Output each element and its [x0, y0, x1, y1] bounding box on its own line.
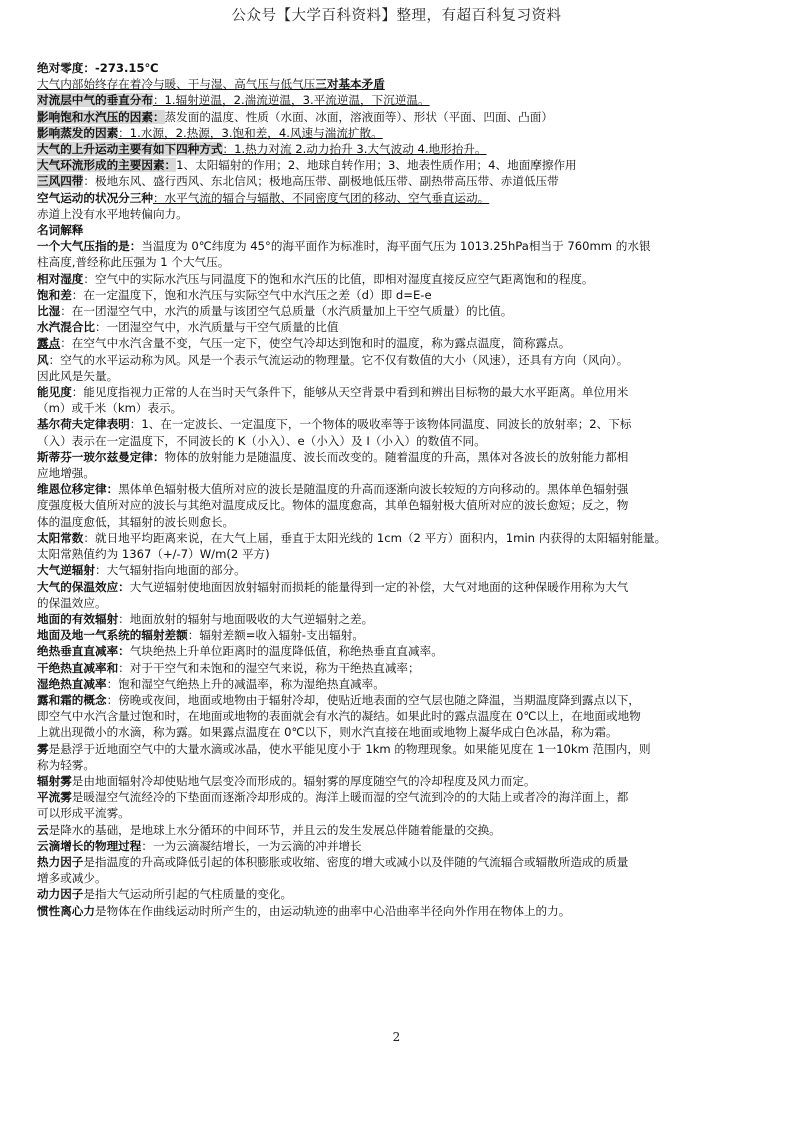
text-segment: ：辐射差额=收入辐射-支出辐射。: [187, 628, 364, 643]
text-line: [37, 514, 759, 530]
text-segment: 是由地面辐射冷却使贴地气层变冷而形成的。辐射雾的厚度随空气的冷却程度及风力而定。: [71, 773, 536, 788]
text-line: [37, 335, 759, 351]
term-label: 名词解释: [37, 223, 84, 238]
text-segment: 当温度为 0℃纬度为 45°的海平面作为标准时，海平面气压为 1013.25hPa相当于 760mm 的水银: [141, 239, 651, 254]
text-segment: 蒸发面的温度、性质（水面、冰面，溶液面等）、形状（平面、凹面、凸面）: [164, 109, 553, 124]
text-segment: ：对于干空气和未饱和的湿空气来说，称为干绝热直减率；: [118, 660, 420, 675]
text-segment: ：在空气中水汽含量不变，气压一定下，使空气冷却达到饱和时的温度，称为露点温度，简称露点。: [60, 336, 571, 351]
text-line: [37, 449, 759, 465]
term-label: 基尔荷夫定律表明: [37, 417, 130, 432]
term-label: 雾: [37, 741, 49, 756]
text-line: [37, 206, 759, 222]
text-line: [37, 660, 759, 676]
term-label: 水汽混合比: [37, 320, 95, 335]
term-label: 空气运动的状况分三种: [37, 190, 153, 205]
text-segment: 应地增强。: [37, 466, 95, 481]
text-segment: 柱高度,普经称此压强为 1 个大气压。: [37, 255, 230, 270]
text-line: [37, 157, 759, 173]
text-line: [37, 579, 759, 595]
text-line: [37, 238, 759, 254]
term-label: 太阳常数: [37, 530, 84, 545]
text-segment: ：1.热力对流 2.动力抬升 3.大气波动 4.地形抬升。: [222, 142, 487, 157]
term-label: 平流雾: [37, 790, 72, 805]
term-label: 影响饱和水汽压的因素：: [37, 109, 165, 124]
text-segment: ：空气中的实际水汽压与同温度下的饱和水汽压的比值，即相对湿度直接反应空气距离饱和的程度。: [83, 271, 594, 286]
term-label: 大气的保温效应：: [37, 579, 130, 594]
text-segment: 1、太阳辐射的作用；2、地球自转作用；3、地表性质作用；4、地面摩擦作用: [176, 158, 577, 173]
text-segment: 是悬浮于近地面空气中的大量水滴或冰晶，使水平能见度小于 1km 的物理现象。如果能见度在 1一10km 范围内，则: [48, 741, 651, 756]
text-segment: ：在一定温度下，饱和水汽压与实际空气中水汽压之差（d）即 d=E-e: [71, 287, 432, 302]
term-label: 绝对零度：-273.15℃: [37, 61, 159, 75]
text-line: [37, 822, 759, 838]
text-line: [37, 562, 759, 578]
text-line: [37, 368, 759, 384]
text-line: [37, 222, 759, 238]
text-segment: 上就出现微小的水滴，称为露。如果露点温度在 0℃以下，则水汽直接在地面或地物上凝华成白色冰晶，称为霜。: [37, 725, 618, 740]
term-label: 干绝热直减率和: [37, 660, 119, 675]
text-line: [37, 76, 759, 92]
text-line: [37, 400, 759, 416]
text-segment: ：1、在一定波长、一定温度下，一个物体的吸收率等于该物体同温度、同波长的放射率；2、下标: [129, 417, 632, 432]
text-line: [37, 254, 759, 270]
text-line: [37, 60, 759, 76]
term-label: 大气的上升运动主要有如下四种方式: [37, 142, 223, 157]
text-segment: 增多或减少。: [37, 871, 107, 886]
text-segment: ：地面放射的辐射与地面吸收的大气逆辐射之差。: [118, 611, 374, 626]
text-segment: ：极地东风、盛行西风、东北信风；极地高压带、副极地低压带、副热带高压带、赤道低压带: [83, 174, 559, 189]
term-label: 相对湿度: [37, 271, 84, 286]
text-segment: 称为轻雾。: [37, 757, 95, 772]
text-segment: 物体的放射能力是随温度、波长而改变的。随着温度的升高，黑体对各波长的放射能力都相: [164, 449, 629, 464]
text-segment: 气块绝热上升单位距离时的温度降低值，称绝热垂直直减率。: [129, 644, 443, 659]
text-segment: 太阳常熟值约为 1367（+/-7）W/m(2 平方): [37, 547, 270, 562]
term-label: 大气逆辐射: [37, 563, 95, 578]
text-segment: ：就日地平均距离来说，在大气上届，垂直于太阳光线的 1cm（2 平方）面积内，1min 内获得的太阳辐射能量。: [83, 530, 667, 545]
term-label: 比湿: [37, 304, 61, 319]
page-number: 2: [392, 1030, 401, 1044]
text-segment: 是指大气运动所引起的气柱质量的变化。: [83, 887, 293, 902]
text-line: [37, 190, 759, 206]
text-line: [37, 141, 759, 157]
text-segment: ：饱和湿空气绝热上升的减温率，称为湿绝热直减率。: [106, 676, 385, 691]
text-segment: 是暖湿空气流经冷的下垫面而逐渐冷却形成的。海洋上暖而湿的空气流到冷的的大陆上或者冷的海洋面上，都: [71, 790, 629, 805]
text-segment: ：空气的水平运动称为风。风是一个表示气流运动的物理量。它不仅有数值的大小（风速），还具有方向（风向）。: [48, 352, 629, 367]
text-line: [37, 805, 759, 821]
text-segment: ：一为云滴凝结增长，一为云滴的冲并增长: [141, 838, 362, 853]
text-line: [37, 643, 759, 659]
text-segment: 因此风是矢量。: [37, 368, 119, 383]
text-segment: 即空气中水汽含量过饱和时，在地面或地物的表面就会有水汽的凝结。如果此时的露点温度在 0℃以上，在地面或地物: [37, 709, 641, 724]
term-label: 惯性离心力: [37, 903, 95, 918]
text-segment: （入）表示在一定温度下，不同波长的 K（小入）、e（小入）及 I（小入）的数值不同。: [37, 433, 486, 448]
term-label: 大气环流形成的主要因素：: [37, 158, 177, 173]
text-segment: ：一团湿空气中，水汽质量与干空气质量的比值: [94, 320, 339, 335]
text-line: [37, 319, 759, 335]
text-line: [37, 92, 759, 108]
term-label: 云滴增长的物理过程: [37, 838, 142, 853]
text-segment: 是降水的基础，是地球上水分循环的中间环节，并且云的发生发展总伴随着能量的交换。: [48, 822, 501, 837]
page-header: 公众号【大学百科资料】整理，有超百科复习资料: [231, 8, 562, 24]
term-label: 绝热垂直直减率：: [37, 644, 130, 659]
text-segment: 度强度极大值所对应的波长与其绝对温度成反比。物体的温度愈高，其单色辐射极大值所对应的波长愈短；反之，物: [37, 498, 629, 513]
text-line: [37, 433, 759, 449]
text-line: [37, 757, 759, 773]
text-line: [37, 611, 759, 627]
text-line: [37, 838, 759, 854]
text-line: [37, 384, 759, 400]
text-line: [37, 724, 759, 740]
text-segment: ：能见度指视力正常的人在当时天气条件下，能够从天空背景中看到和辨出目标物的最大水平距离。单位用米: [71, 385, 629, 400]
text-line: [37, 886, 759, 902]
term-label: 风: [37, 352, 49, 367]
text-line: [37, 481, 759, 497]
text-segment: ：大气辐射指向地面的部分。: [94, 563, 246, 578]
term-label: 能见度: [37, 385, 72, 400]
text-line: [37, 465, 759, 481]
text-segment: ：水平气流的辐合与辐散、不同密度气团的移动、空气垂直运动。: [152, 190, 490, 205]
text-line: [37, 708, 759, 724]
text-segment: ：1.水源，2.热源，3.饱和差，4.风速与湍流扩散。: [118, 125, 383, 140]
text-line: [37, 546, 759, 562]
term-label: 地面的有效辐射: [37, 611, 119, 626]
text-line: [37, 676, 759, 692]
text-segment: 黑体单色辐射极大值所对应的波长是随温度的升高而逐渐向波长较短的方向移动的。黑体单色辐射强: [118, 482, 629, 497]
text-segment: 大气内部始终存在着冷与暖、干与湿、高气压与低气压: [37, 77, 316, 92]
term-label: 维恩位移定律：: [37, 482, 119, 497]
term-label: 动力因子: [37, 887, 84, 902]
term-label: 湿绝热直减率: [37, 676, 107, 691]
term-label: 三对基本矛盾: [315, 77, 385, 92]
term-label: 地面及地一气系统的辐射差额: [37, 628, 188, 643]
text-line: [37, 789, 759, 805]
text-line: [37, 595, 759, 611]
text-segment: 是物体在作曲线运动时所产生的，由运动轨迹的曲率中心沿曲率半径向外作用在物体上的力。: [94, 903, 571, 918]
text-segment: ：1.辐射逆温，2.湍流逆温，3.平流逆温，下沉逆温。: [152, 93, 430, 108]
text-line: [37, 109, 759, 125]
text-line: [37, 530, 759, 546]
text-segment: 体的温度愈低，其辐射的波长则愈长。: [37, 514, 235, 529]
text-line: [37, 870, 759, 886]
text-line: [37, 692, 759, 708]
term-label: 斯蒂芬一玻尔兹曼定律：: [37, 449, 165, 464]
text-segment: 可以形成平流雾。: [37, 806, 130, 821]
text-line: [37, 416, 759, 432]
text-segment: （m）或千米（km）表示。: [37, 401, 183, 416]
text-segment: ：傍晚或夜间，地面或地物由于辐射冷却，使贴近地表面的空气层也随之降温，当期温度降到露点以下，: [106, 692, 640, 707]
text-line: [37, 497, 759, 513]
term-label: 露点: [37, 336, 61, 351]
text-line: [37, 741, 759, 757]
text-segment: 是指温度的升高或降低引起的体积膨胀或收缩、密度的增大或减小以及伴随的气流辐合或辐散所造成的质量: [83, 854, 629, 869]
term-label: 热力因子: [37, 854, 84, 869]
term-label: 影响蒸发的因素: [37, 125, 119, 140]
text-line: [37, 773, 759, 789]
term-label: 云: [37, 822, 49, 837]
text-segment: 赤道上没有水平地转偏向力。: [37, 206, 188, 221]
text-segment: ：在一团湿空气中，水汽的质量与该团空气总质量（水汽质量加上干空气质量）的比值。: [60, 304, 513, 319]
term-label: 三风四带: [37, 174, 84, 189]
text-line: [37, 287, 759, 303]
term-label: 辐射雾: [37, 773, 72, 788]
document-body: [37, 60, 759, 919]
term-label: 对流层中气的垂直分布: [37, 93, 153, 108]
text-line: [37, 627, 759, 643]
text-line: [37, 352, 759, 368]
text-line: [37, 854, 759, 870]
text-line: [37, 173, 759, 189]
term-label: 饱和差: [37, 287, 72, 302]
term-label: 一个大气压指的是：: [37, 239, 142, 254]
text-line: [37, 303, 759, 319]
text-line: [37, 903, 759, 919]
text-line: [37, 125, 759, 141]
text-segment: 大气逆辐射使地面因放射辐射而损耗的能量得到一定的补偿，大气对地面的这种保暖作用称为大气: [129, 579, 629, 594]
text-line: [37, 271, 759, 287]
term-label: 露和霜的概念: [37, 692, 107, 707]
text-segment: 的保温效应。: [37, 595, 107, 610]
